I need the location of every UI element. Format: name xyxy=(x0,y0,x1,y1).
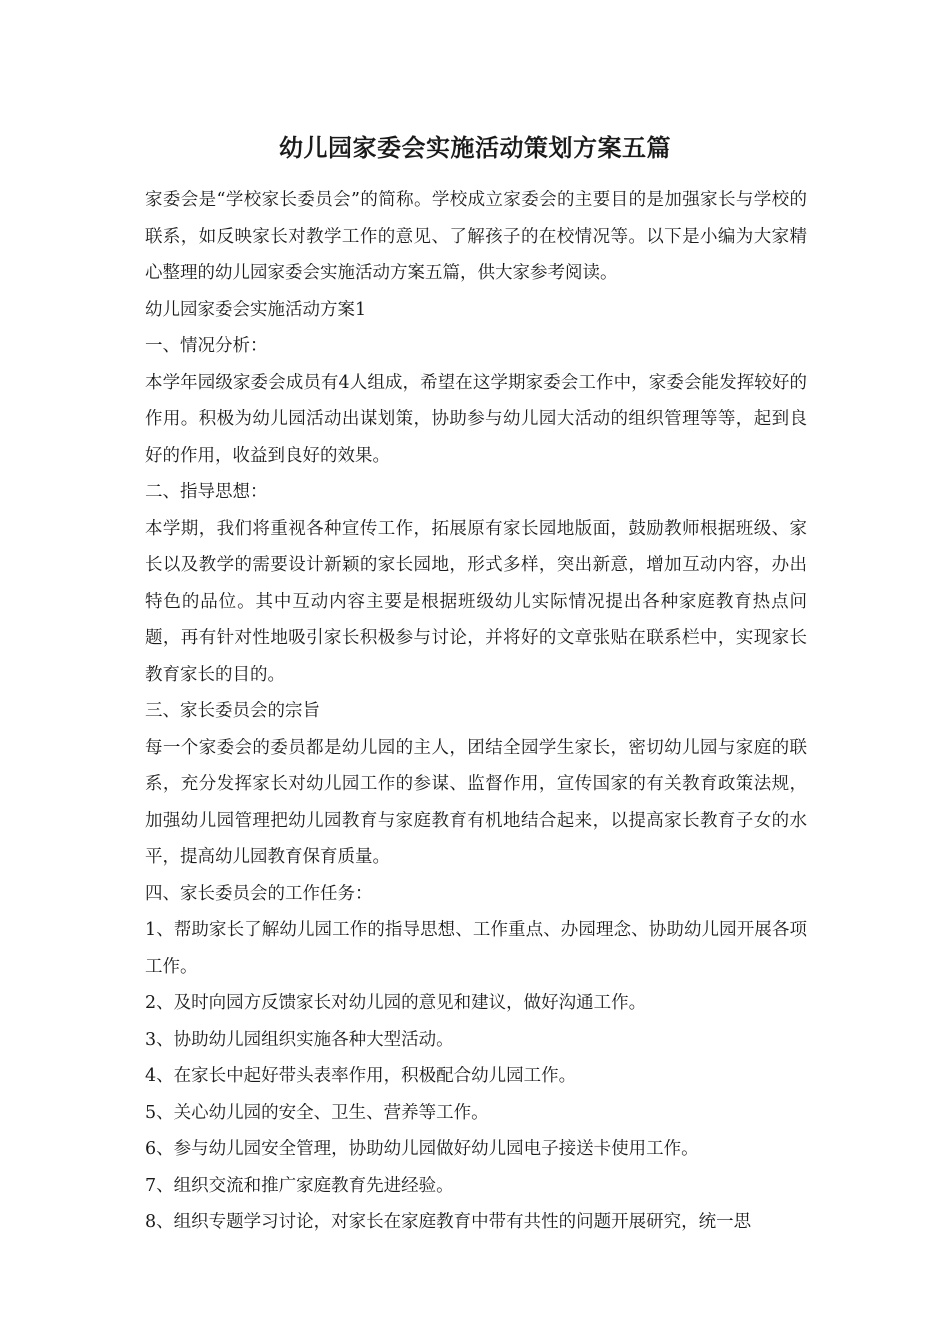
document-title: 幼儿园家委会实施活动策划方案五篇 xyxy=(279,133,671,162)
list-item: 8、组织专题学习讨论，对家长在家庭教育中带有共性的问题开展研究，统一思 xyxy=(145,1212,752,1232)
section-heading-3: 三、家长委员会的宗旨 xyxy=(145,701,320,721)
list-item: 7、组织交流和推广家庭教育先进经验。 xyxy=(145,1175,454,1196)
list-item: 6、参与幼儿园安全管理，协助幼儿园做好幼儿园电子接送卡使用工作。 xyxy=(145,1139,699,1159)
paragraph: 本学期，我们将重视各种宣传工作，拓展原有家长园地版面，鼓励教师根据班级、家长以及教学的需要设计新颖的家长园地，形式多样，突出新意，增加互动内容，办出特色的品位。其中互动内容主要是根据班级幼儿实际情况提出各种家庭教育热点问题，再有针对性地吸引家长积极参与讨论，并将好的文章张贴在联系栏中，实现家长教育家长的目的。 xyxy=(145,518,807,685)
section-heading-1: 一、情况分析： xyxy=(145,336,268,356)
section-heading-2: 二、指导思想： xyxy=(145,482,268,502)
document-body xyxy=(145,182,807,1241)
list-item: 5、关心幼儿园的安全、卫生、营养等工作。 xyxy=(145,1102,489,1123)
paragraph: 每一个家委会的委员都是幼儿园的主人，团结全园学生家长，密切幼儿园与家庭的联系，充分发挥家长对幼儿园工作的参谋、监督作用，宣传国家的有关教育政策法规，加强幼儿园管理把幼儿园教育与家庭教育有机地结合起来，以提高家长教育子女的水平，提高幼儿园教育保育质量。 xyxy=(145,737,807,867)
paragraph-plan-heading: 幼儿园家委会实施活动方案1 xyxy=(145,299,367,320)
list-item: 4、在家长中起好带头表率作用，积极配合幼儿园工作。 xyxy=(145,1066,577,1086)
list-item: 1、帮助家长了解幼儿园工作的指导思想、工作重点、办园理念、协助幼儿园开展各项工作。 xyxy=(145,920,807,977)
paragraph-intro: 家委会是“学校家长委员会”的简称。学校成立家委会的主要目的是加强家长与学校的联系，如反映家长对教学工作的意见、了解孩子的在校情况等。以下是小编为大家精心整理的幼儿园家委会实施活动方案五篇，供大家参考阅读。 xyxy=(145,190,807,283)
paragraph: 本学年园级家委会成员有4人组成，希望在这学期家委会工作中，家委会能发挥较好的作用。积极为幼儿园活动出谋划策，协助参与幼儿园大活动的组织管理等等，起到良好的作用，收益到良好的效果。 xyxy=(145,372,807,466)
section-heading-4: 四、家长委员会的工作任务： xyxy=(145,883,373,904)
list-item: 2、及时向园方反馈家长对幼儿园的意见和建议，做好沟通工作。 xyxy=(145,993,647,1013)
list-item: 3、协助幼儿园组织实施各种大型活动。 xyxy=(145,1029,454,1050)
